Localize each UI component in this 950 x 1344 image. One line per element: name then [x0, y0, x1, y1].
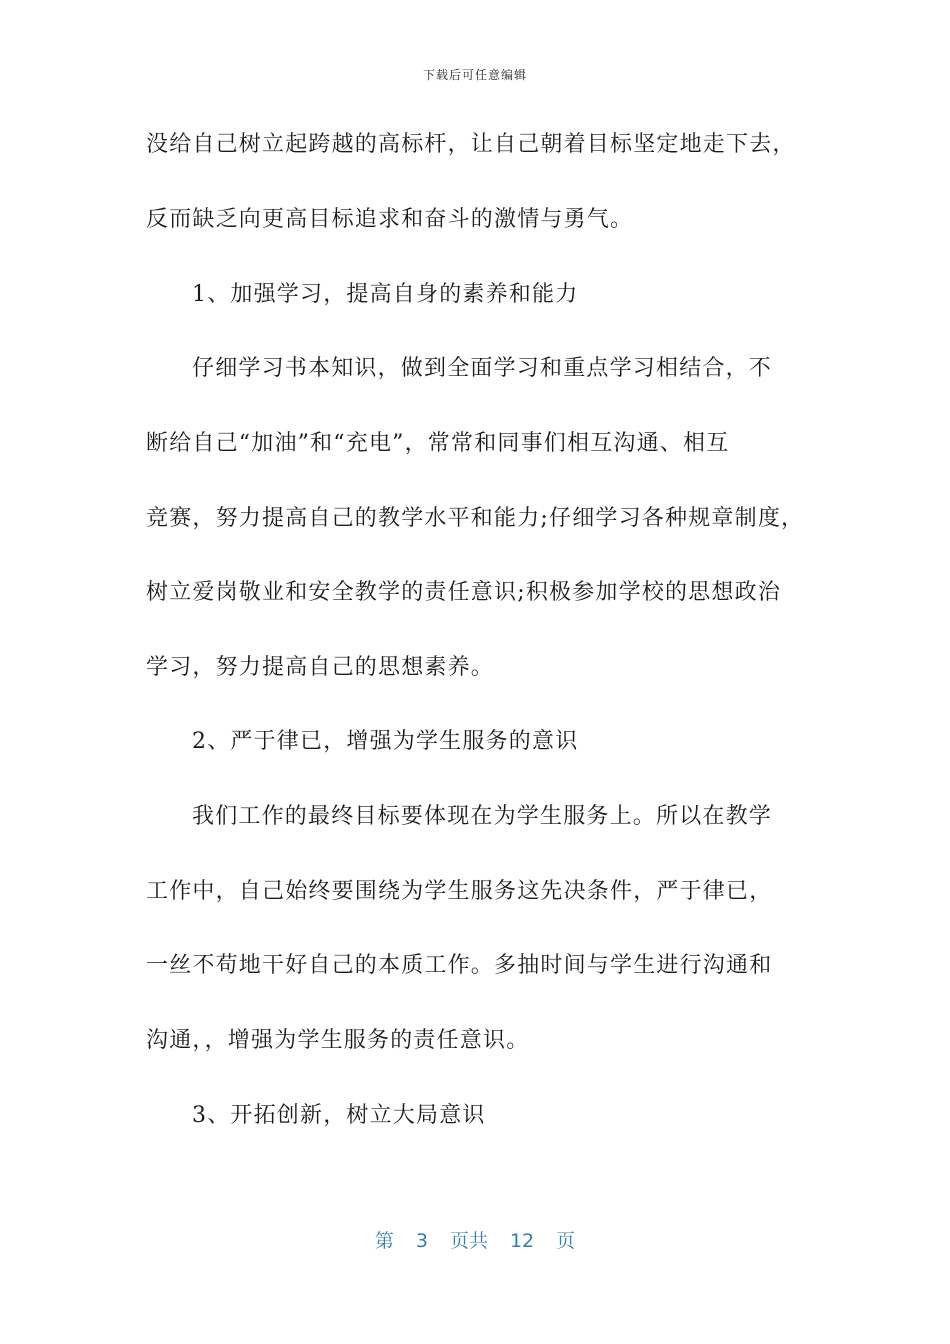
- footer-current-page: 3: [415, 1230, 428, 1252]
- footer-total-pages: 12: [509, 1230, 535, 1252]
- footer-prefix: 第: [374, 1230, 394, 1252]
- page-header: 下载后可任意编辑: [422, 68, 527, 82]
- body-line-11: 工作中，自己始终要围绕为学生服务这先决条件，严于律已，: [146, 879, 773, 904]
- body-line-13: 沟通，，增强为学生服务的责任意识。: [146, 1028, 530, 1053]
- body-line-7: 树立爱岗敬业和安全教学的责任意识;积极参加学校的思想政治: [146, 580, 782, 605]
- body-line-5: 断给自己“加油”和“充电”，常常和同事们相互沟通、相互: [146, 431, 730, 456]
- section-heading-2: 2、严于律已，增强为学生服务的意识: [192, 729, 579, 754]
- body-line-4: 仔细学习书本知识，做到全面学习和重点学习相结合，不: [192, 356, 773, 381]
- body-line-2: 反而缺乏向更高目标追求和奋斗的激情与勇气。: [146, 207, 634, 232]
- footer-suffix: 页: [556, 1230, 576, 1252]
- body-line-12: 一丝不苟地干好自己的本质工作。多抽时间与学生进行沟通和: [146, 953, 773, 978]
- section-heading-3: 3、开拓创新，树立大局意识: [192, 1103, 486, 1128]
- body-line-10: 我们工作的最终目标要体现在为学生服务上。所以在教学: [192, 804, 773, 829]
- footer-middle: 页共: [449, 1230, 488, 1252]
- section-heading-1: 1、加强学习，提高自身的素养和能力: [192, 282, 579, 307]
- body-line-6: 竞赛，努力提高自己的教学水平和能力;仔细学习各种规章制度，: [146, 506, 805, 531]
- body-line-8: 学习，努力提高自己的思想素养。: [146, 655, 495, 680]
- page-footer: [0, 1226, 950, 1253]
- body-line-1: 没给自己树立起跨越的高标杆，让自己朝着目标坚定地走下去，: [146, 132, 796, 157]
